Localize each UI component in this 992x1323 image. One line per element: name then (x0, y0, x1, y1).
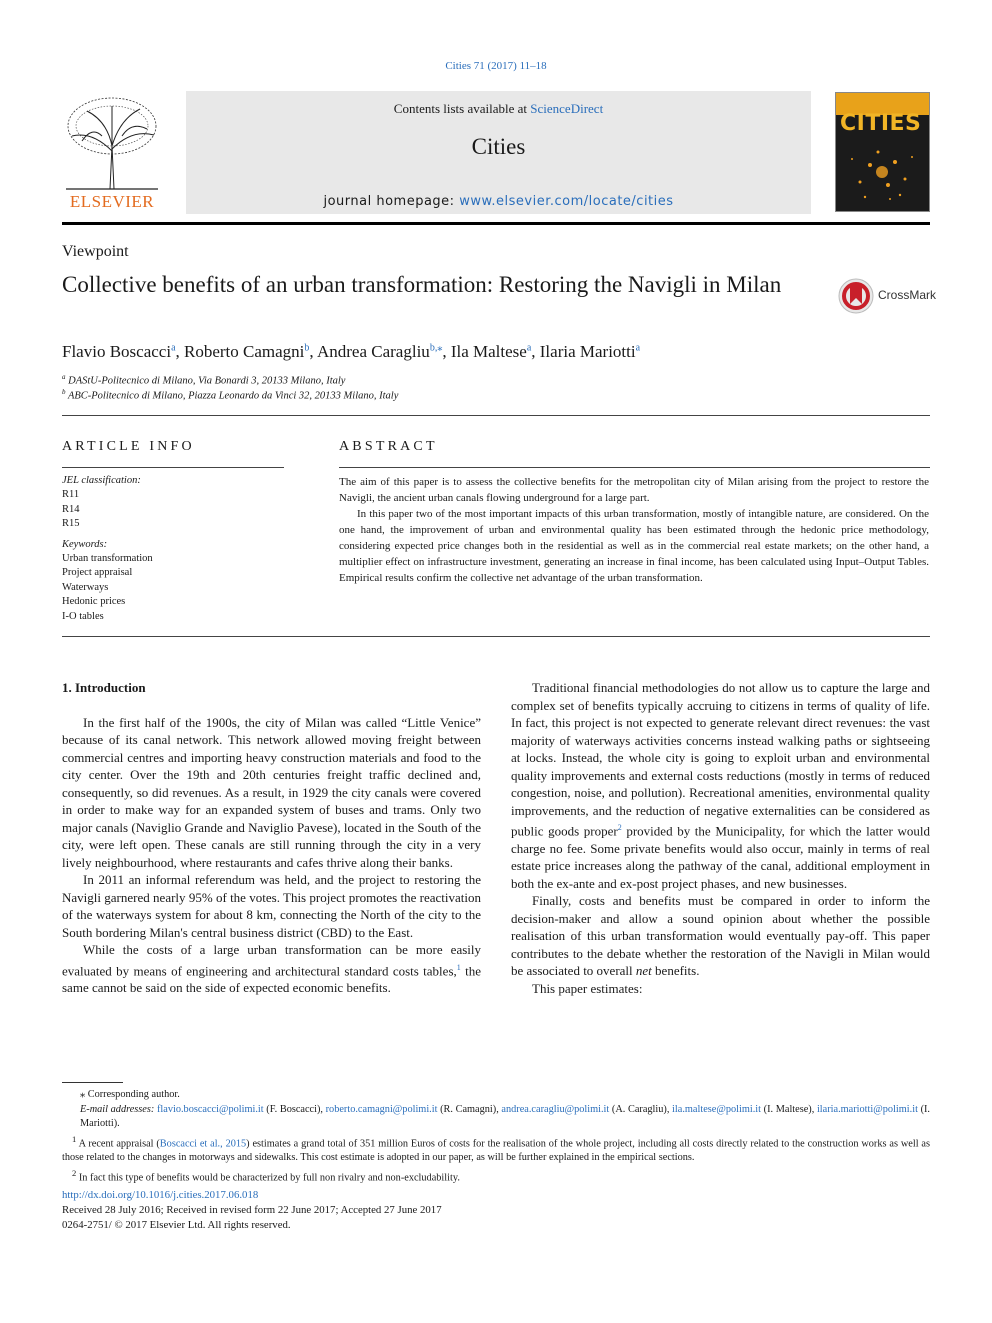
body-left-column (62, 679, 481, 997)
homepage-line (186, 194, 811, 209)
jel-code: R14 (62, 503, 80, 515)
email-link[interactable]: ilaria.mariotti@polimi.it (816, 1103, 918, 1115)
footnote-1 (62, 1132, 930, 1166)
email-owner: (F. Boscacci), (263, 1103, 326, 1115)
body-paragraph (511, 679, 930, 892)
jel-label: JEL classification: (62, 475, 141, 486)
footnote-2 (62, 1166, 930, 1186)
body-paragraph: This paper estimates: (532, 980, 643, 996)
sciencedirect-link[interactable]: ScienceDirect (530, 101, 604, 116)
affiliation (62, 373, 345, 387)
keywords-label: Keywords: (62, 538, 108, 550)
divider (339, 467, 930, 468)
affiliation (62, 388, 398, 402)
keyword: Urban transformation (62, 553, 153, 565)
author-name: Andrea Caragliu (316, 342, 430, 361)
paragraph-text: benefits. (651, 963, 700, 979)
journal-reference-link[interactable]: Cities 71 (2017) 11–18 (445, 60, 547, 72)
paragraph-text: Traditional financial methodologies do not allow us to capture the large and complex set of benefits typically accruing to citizens in terms of quality of life. In fact, this project is not expected to generate relevant direct revenues: the vast majority of waterways activities concerns instead walking paths or sightseeing at locks. Instead, the whole city is going to exploit urban and environmental quality improvements and external costs reductions (mostly in terms of reduced congestion, noise, and pollution). Recreational amenities, environmental quality improvements, and the reduction of negative externalities can be considered as public goods proper (511, 680, 930, 839)
elsevier-logo (62, 91, 162, 211)
body-paragraph: In the first half of the 1900s, the city of Milan was called “Little Venice” because of its canal network. This network allowed moving freight between commercial centres and importing heavy construction materials and food to the city center. Over the 19th and 20th centuries freight traffic declined and, consequently, so did revenues. As a result, in 1929 the city canals were covered in order to make way for an expanded system of buses and trams. Only two major canals (Naviglio Grande and Naviglio Pavese), located in the South of the city, were left open. These canals are still running through the city in a very lively neighbourhood, where restaurants and cafes thrive along their banks. (62, 714, 481, 870)
paragraph-text: the same cannot be said on the side of expected economic benefits. (62, 962, 482, 996)
author-affiliation-link[interactable]: b,⁎ (429, 342, 443, 354)
email-link[interactable]: ila.maltese@polimi.it (672, 1103, 762, 1115)
abstract-heading: ABSTRACT (339, 439, 438, 454)
author-name: Roberto Camagni (184, 342, 305, 361)
footnote-text: ) estimates a grand total of 351 million Euros of costs for the realisation of the whole project, including all costs directly related to the construction works as well as those related to the changes in motorways and sidewalks. This cost estimate is adopted in our paper, as will be further explained in the empirical sections. (62, 1137, 930, 1164)
keyword: I-O tables (62, 610, 104, 622)
article-info (62, 474, 284, 624)
elsevier-wordmark: ELSEVIER (69, 192, 155, 211)
footnote-text: In fact this type of benefits would be characterized by full non rivalry and non-excludability. (76, 1172, 460, 1184)
footnote-text: A recent appraisal ( (76, 1137, 160, 1149)
city-lights-image (840, 137, 925, 207)
email-link[interactable]: roberto.camagni@polimi.it (325, 1103, 438, 1115)
affiliation-text: ABC-Politecnico di Milano, Piazza Leonardo da Vinci 32, 20133 Milano, Italy (67, 390, 399, 402)
author-affiliation-link[interactable]: a (635, 342, 641, 354)
homepage-prefix: journal homepage: (323, 194, 460, 209)
tree-icon (62, 91, 162, 211)
email-link[interactable]: andrea.caragliu@polimi.it (501, 1103, 610, 1115)
doi-link[interactable]: http://dx.doi.org/10.1016/j.cities.2017.06.018 (62, 1189, 259, 1201)
journal-cover[interactable] (835, 92, 930, 212)
header-rule (62, 222, 930, 225)
author-name: Ilaria Mariotti (539, 342, 636, 361)
corresponding-note: ⁎ Corresponding author. (80, 1089, 180, 1100)
crossmark-icon (838, 278, 874, 314)
email-owner: (I. Mariotti). (80, 1103, 930, 1129)
body-paragraph: In 2011 an informal referendum was held, and the project to restoring the Navigli garnered nearly 95% of the votes. This project promotes the reactivation of the waterways system for about 8 km, connecting the North of the city to the South bordering Milan's central business district (CBD) to the East. (62, 872, 481, 940)
article-title: Collective benefits of an urban transformation: Restoring the Navigli in Milan (62, 272, 782, 297)
footnote-number: 1 (72, 1133, 77, 1144)
footnote-number: 2 (72, 1167, 77, 1178)
email-owner: (A. Caragliu), (609, 1103, 673, 1115)
emphasis: net (635, 963, 652, 979)
divider (62, 415, 930, 416)
journal-banner (186, 91, 811, 214)
email-link[interactable]: flavio.boscacci@polimi.it (156, 1103, 264, 1115)
divider (62, 467, 284, 468)
footnotes (62, 1088, 930, 1186)
body-paragraph (62, 941, 481, 997)
body-paragraph (511, 892, 930, 980)
author-affiliation-link[interactable]: a (526, 342, 532, 354)
crossmark-badge[interactable] (838, 278, 937, 314)
history-dates: Received 28 July 2016; Received in revised form 22 June 2017; Accepted 27 June 2017 (62, 1204, 442, 1216)
journal-name: Cities (471, 134, 526, 159)
publication-info (62, 1188, 442, 1233)
paragraph-text: Finally, costs and benefits must be compared in order to inform the decision-maker and allow a sound opinion about whether the possible realisation of this urban transformation would eventually pay-off. This paper contributes to the debate whether the restoration of the Navigli in Milan would be associated to overall (511, 893, 930, 979)
body-right-column (511, 679, 930, 997)
article-type: Viewpoint (62, 243, 129, 260)
section-heading: 1. Introduction (62, 680, 146, 695)
article-info-heading: ARTICLE INFO (62, 439, 195, 454)
jel-code: R11 (62, 489, 80, 501)
divider (62, 636, 930, 637)
copyright: 0264-2751/ © 2017 Elsevier Ltd. All rights reserved. (62, 1219, 291, 1231)
author-affiliation-link[interactable]: a (171, 342, 176, 354)
affiliation-marker: b (62, 388, 66, 396)
keyword: Waterways (62, 581, 109, 593)
contents-prefix: Contents lists available at (393, 101, 531, 116)
affiliation-text: DAStU-Politecnico di Milano, Via Bonardi 3, 20133 Milano, Italy (68, 375, 346, 387)
footnote-rule (62, 1082, 123, 1083)
footnote-link[interactable]: 1 (456, 962, 461, 972)
email-owner: (I. Maltese), (761, 1103, 817, 1115)
author-name: Flavio Boscacci (62, 342, 172, 361)
affiliation-marker: a (62, 373, 66, 381)
email-owner: (R. Camagni), (437, 1103, 502, 1115)
footnote-link[interactable]: 2 (617, 823, 622, 832)
author-name: Ila Maltese (450, 342, 527, 361)
keyword: Project appraisal (62, 567, 133, 579)
abstract-paragraph: The aim of this paper is to assess the collective benefits for the metropolitan city of Milan arising from the project to restore the Navigli, the ancient urban canals flowing underground for a large part. (339, 476, 929, 504)
email-label: E-mail addresses: (80, 1103, 155, 1115)
author-affiliation-link[interactable]: b (304, 342, 310, 354)
keyword: Hedonic prices (62, 596, 126, 608)
paragraph-text: While the costs of a large urban transformation can be more easily evaluated by means of engineering and architectural standard costs tables, (62, 942, 481, 978)
jel-code: R15 (62, 518, 80, 530)
author-list: Flavio Boscacci$^a$, Roberto Camagni$^b$, Andrea Caragliu$^{b,⁎}$, Ila Maltese$^a$, Ilaria Mariotti$^a$ (62, 342, 641, 361)
email-note (62, 1103, 930, 1132)
cover-title: CITIES (840, 111, 922, 136)
contents-line (186, 101, 811, 117)
abstract-body (339, 474, 929, 586)
crossmark-label: CrossMark (878, 288, 937, 302)
citation-link[interactable]: Boscacci et al., 2015 (159, 1137, 247, 1149)
homepage-link[interactable]: www.elsevier.com/locate/cities (459, 194, 674, 209)
paragraph-text: provided by the Municipality, for which the latter would charge no fee. Some private benefits would also occur, mainly in terms of real estate price increases along the pathway of the canal, additional employment in both the ex-ante and ex-post project phases, and new businesses. (511, 823, 931, 891)
abstract-paragraph: In this paper two of the most important impacts of this urban transformation, mostly of intangible nature, are considered. On the one hand, the improvement of urban and environmental quality has been estimated through the hedonic price methodology, considering expected price changes both in the residential as well as in the commercial real estate markets; on the other hand, a multiplier effect on infrastructure investment, generating an increase in final income, has been calculated using Input–Output Tables. Empirical results confirm the collective net advantage of the urban transformation. (339, 508, 929, 584)
